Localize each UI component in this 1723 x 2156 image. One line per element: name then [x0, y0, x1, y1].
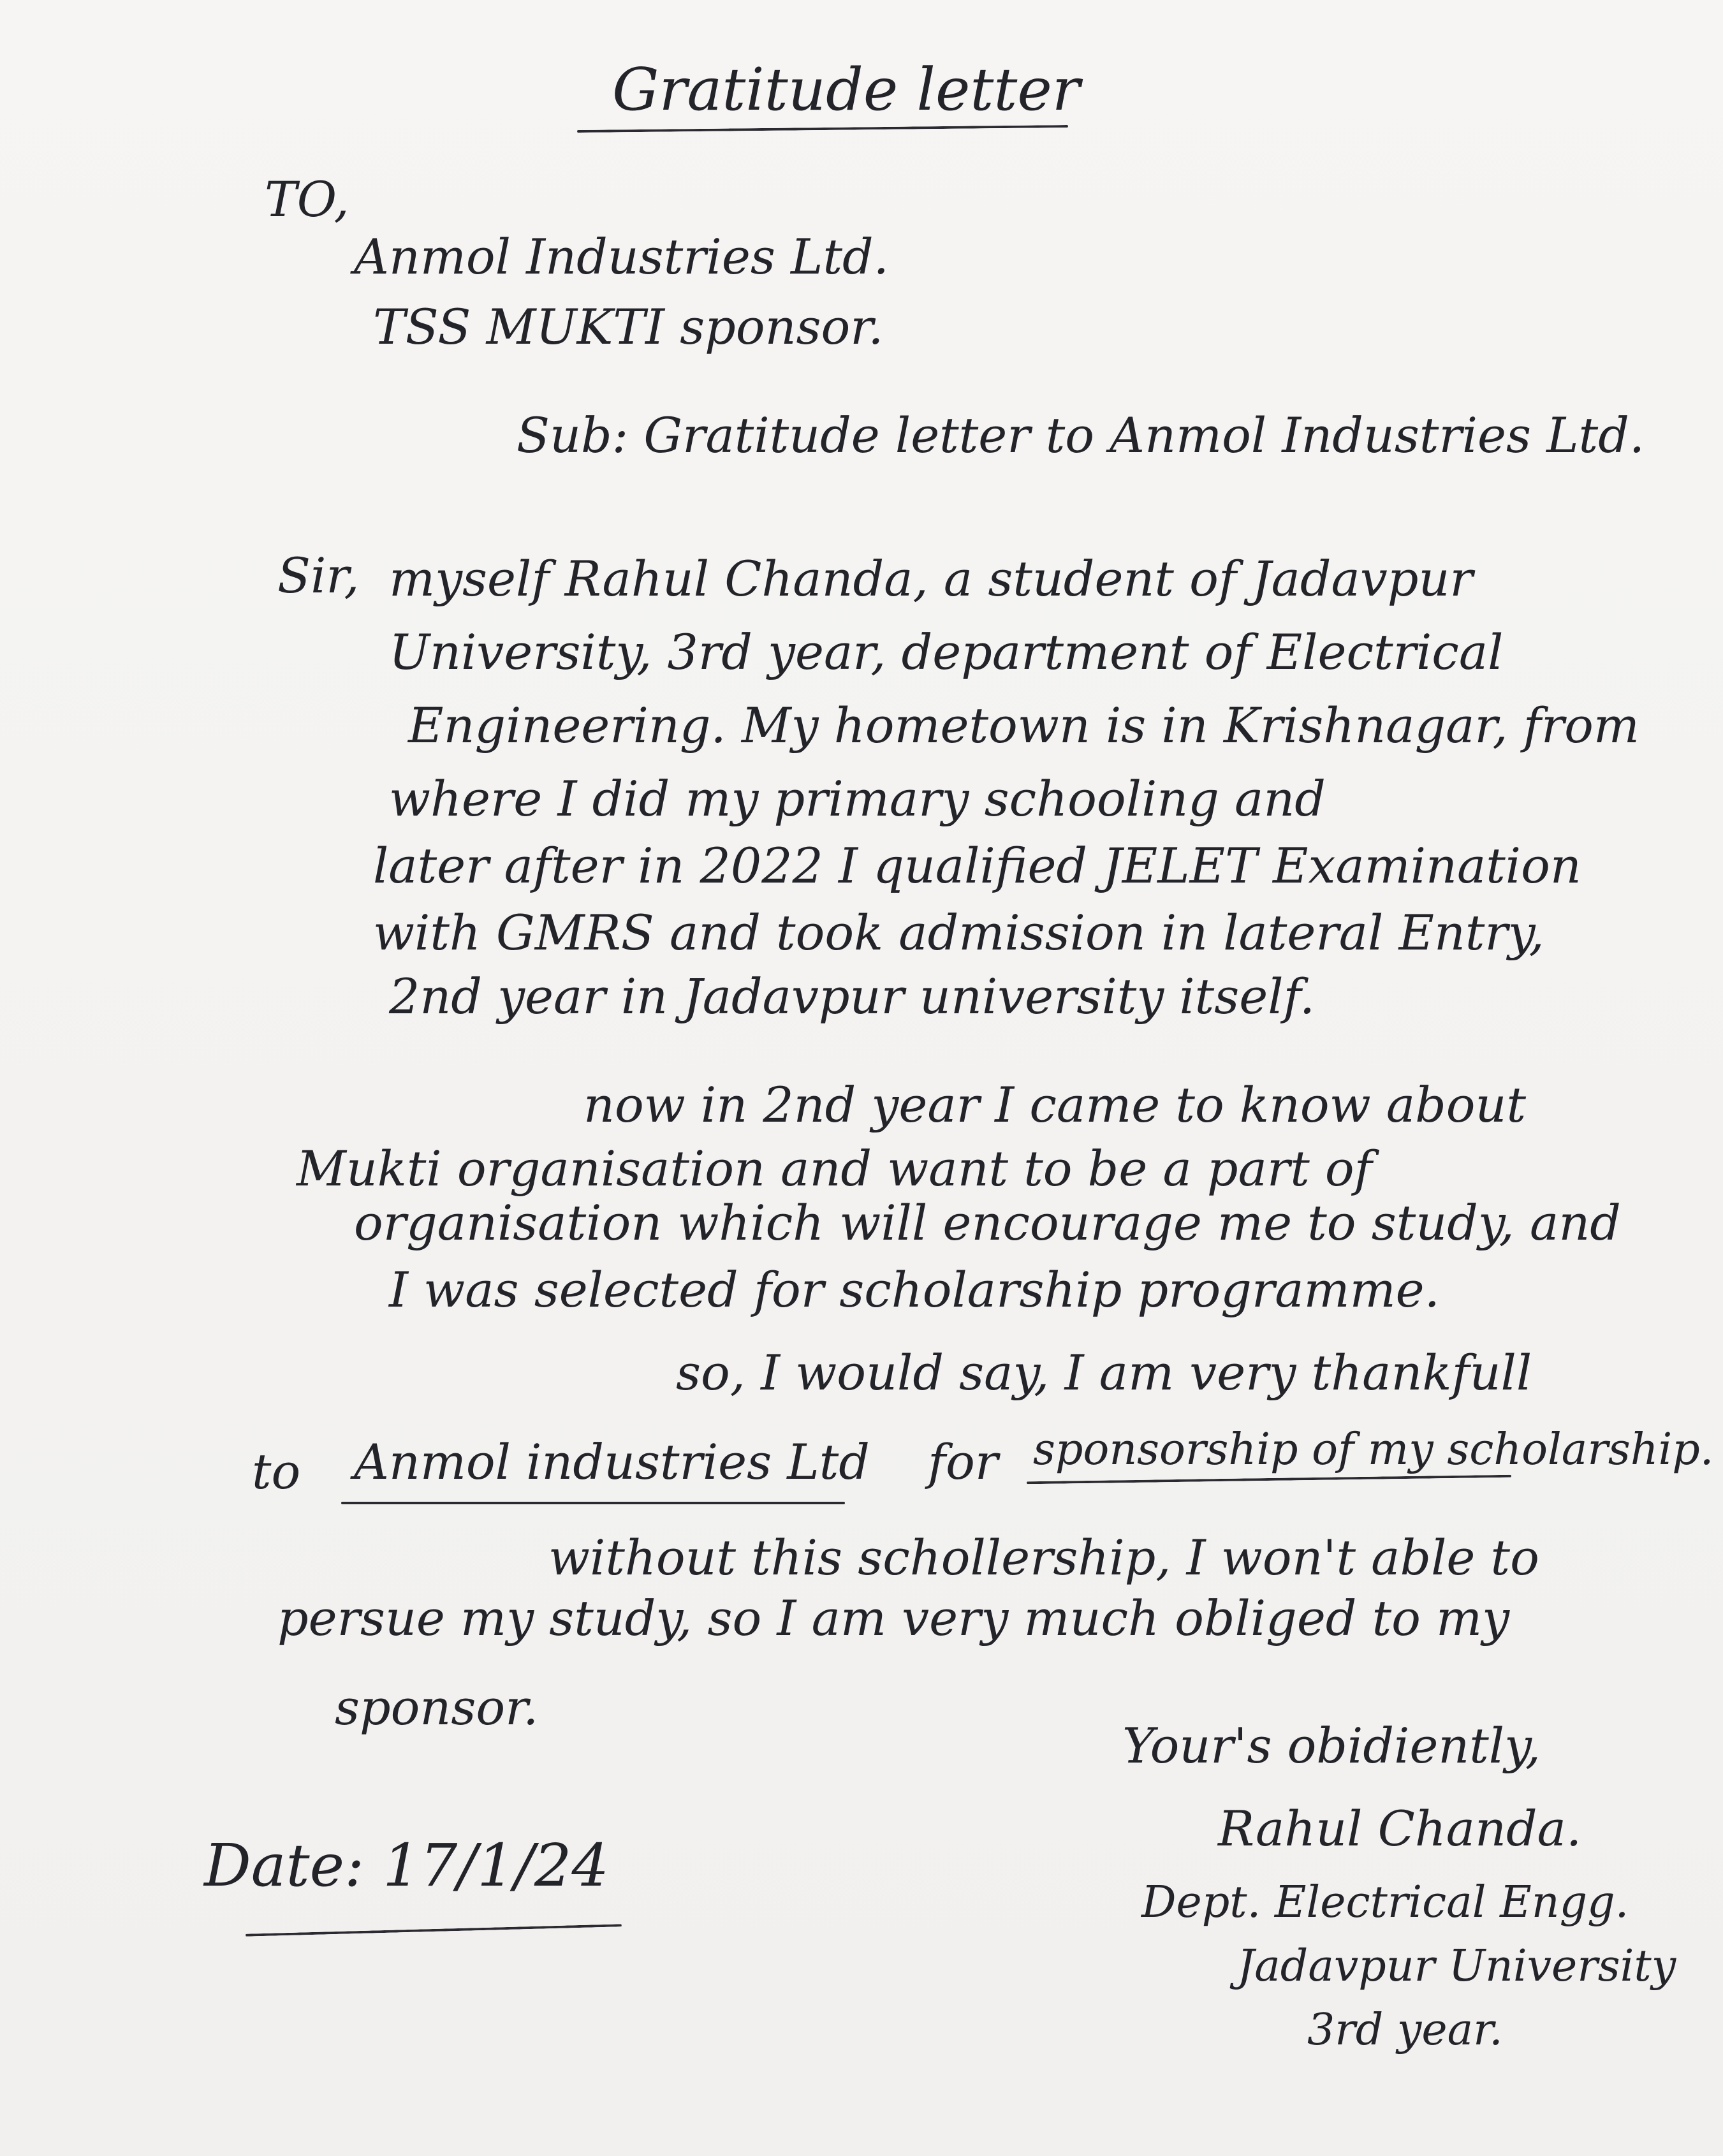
recipient-company: Anmol Industries Ltd.	[354, 228, 889, 285]
paragraph1-line: later after in 2022 I qualified JELET Examination	[373, 837, 1581, 894]
closing-name: Rahul Chanda.	[1218, 1800, 1582, 1857]
date-underline	[246, 1924, 622, 1936]
closing-year: 3rd year.	[1307, 2005, 1503, 2055]
closing-dept: Dept. Electrical Engg.	[1141, 1877, 1629, 1928]
sponsor-name-underline	[341, 1502, 845, 1504]
paragraph1-line: myself Rahul Chanda, a student of Jadavpur	[389, 550, 1473, 607]
subject-line: Sub: Gratitude letter to Anmol Industries Ltd.	[517, 407, 1645, 464]
closing-valediction: Your's obidiently,	[1122, 1717, 1541, 1774]
paragraph2-line: I was selected for scholarship programme.	[389, 1261, 1440, 1318]
paragraph1-line: with GMRS and took admission in lateral Entry,	[373, 904, 1544, 961]
paragraph1-line: Engineering. My hometown is in Krishnagar, from	[408, 697, 1639, 754]
paragraph4-line: sponsor.	[335, 1679, 539, 1736]
greeting: Sir,	[277, 547, 360, 604]
title-underline	[577, 125, 1068, 133]
paragraph3-to: to	[252, 1443, 301, 1500]
letter-date: Date: 17/1/24	[204, 1831, 609, 1900]
recipient-program: TSS MUKTI sponsor.	[373, 298, 884, 355]
paragraph2-line: now in 2nd year I came to know about	[583, 1076, 1527, 1133]
paragraph4-line: without this schollership, I won't able to	[548, 1529, 1539, 1586]
paragraph3-for: for	[928, 1434, 999, 1490]
paragraph3-end: sponsorship of my scholarship.	[1033, 1425, 1714, 1475]
letter-title: Gratitude letter	[612, 55, 1080, 124]
paragraph2-line: Mukti organisation and want to be a part of	[297, 1140, 1372, 1197]
paragraph3-line: so, I would say, I am very thankfull	[676, 1344, 1532, 1401]
paragraph1-line: where I did my primary schooling and	[389, 770, 1326, 827]
paragraph2-line: organisation which will encourage me to study, and	[354, 1194, 1621, 1251]
sponsorship-underline	[1027, 1475, 1511, 1485]
paragraph4-line: persue my study, so I am very much obliged to my	[277, 1590, 1510, 1646]
salutation-to: TO,	[265, 171, 349, 228]
sponsor-name: Anmol industries Ltd	[354, 1434, 870, 1490]
paragraph1-line: 2nd year in Jadavpur university itself.	[389, 968, 1316, 1025]
closing-university: Jadavpur University	[1237, 1941, 1676, 1991]
paragraph1-line: University, 3rd year, department of Electrical	[389, 624, 1504, 680]
